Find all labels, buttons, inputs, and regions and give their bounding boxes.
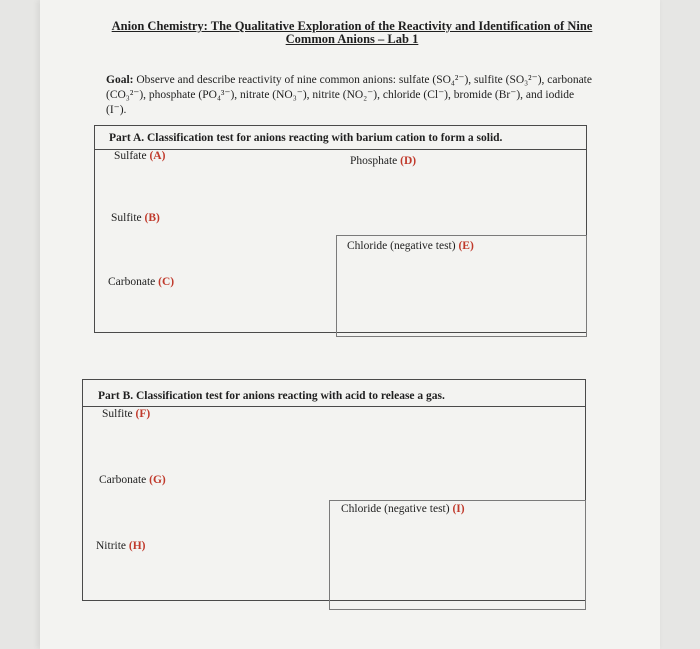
goal-line-1: Goal: Observe and describe reactivity of nine common anions: sulfate (SO₄²⁻), sulfite (SO₃²⁻), carbonate (106, 74, 592, 86)
goal-label: Goal: (106, 74, 134, 86)
part-a-phosphate-label: Phosphate (D) (350, 155, 417, 167)
part-a-chloride-label: Chloride (negative test) (E) (347, 240, 474, 252)
part-b-chloride-label: Chloride (negative test) (I) (341, 503, 465, 515)
title-line-1: Anion Chemistry: The Qualitative Exploration of the Reactivity and Identification of Nine (111, 19, 593, 33)
part-b-sulfite-label: Sulfite (F) (102, 408, 151, 420)
part-a-header-divider (94, 149, 586, 150)
part-b-chloride-box (329, 500, 586, 610)
part-a-sulfite-label: Sulfite (B) (111, 212, 160, 224)
goal-paragraph (106, 73, 596, 118)
part-a-carbonate-label: Carbonate (C) (108, 276, 175, 288)
part-a-header: Part A. Classification test for anions reacting with barium cation to form a solid. (109, 132, 503, 144)
part-a-sulfate-label: Sulfate (A) (114, 150, 166, 162)
part-b-carbonate-label: Carbonate (G) (99, 474, 166, 486)
part-b-header: Part B. Classification test for anions reacting with acid to release a gas. (98, 390, 445, 402)
part-b-nitrite-label: Nitrite (H) (96, 540, 146, 552)
title-line-2: Common Anions – Lab 1 (285, 32, 419, 46)
goal-line-2: (CO₃²⁻), phosphate (PO₄³⁻), nitrate (NO₃⁻), nitrite (NO₂⁻), chloride (Cl⁻), bromide (Br⁻), and iodide (I⁻). (106, 89, 575, 116)
part-b-header-divider (82, 406, 585, 407)
